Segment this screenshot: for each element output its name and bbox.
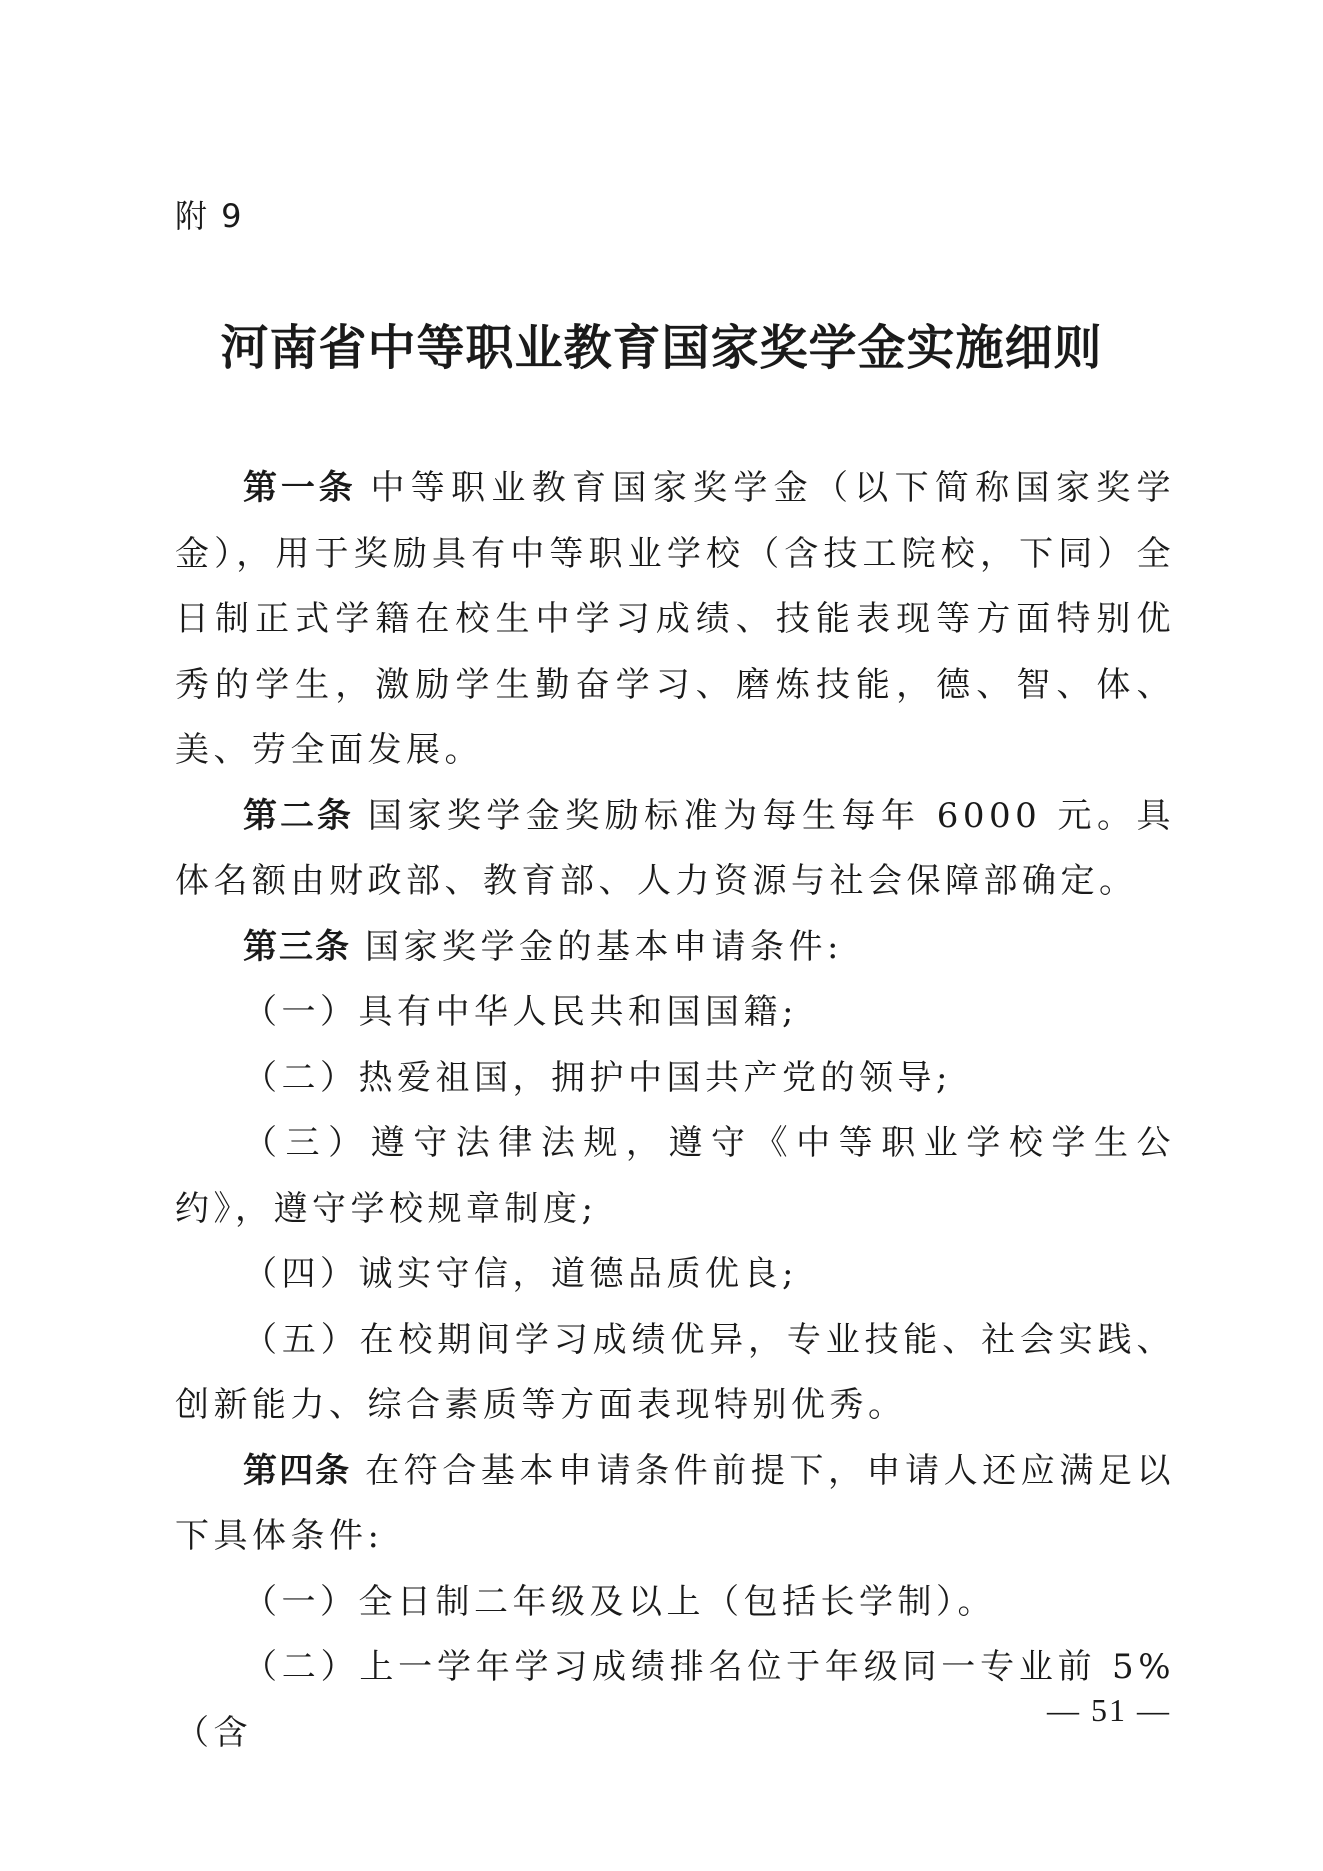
article-2-text: 国家奖学金奖励标准为每生每年 6000 元。具体名额由财政部、教育部、人力资源与社会保障部确定。 (175, 795, 1175, 901)
article-3-item: （五）在校期间学习成绩优异，专业技能、社会实践、创新能力、综合素质等方面表现特别优秀。 (175, 1319, 1175, 1425)
article-3-item: （一）具有中华人民共和国国籍; (243, 992, 798, 1032)
page-number: — 51 — (1047, 1692, 1171, 1728)
article-4-item: （一）全日制二年级及以上（包括长学制）。 (243, 1581, 996, 1622)
article-1-text: 中等职业教育国家奖学金（以下简称国家奖学金），用于奖励具有中等职业学校（含技工院校，下同）全日制正式学籍在校生中学习成绩、技能表现等方面特别优秀的学生，激励学生勤奋学习、磨炼技能，德、智、体、美、劳全面发展。 (175, 468, 1176, 770)
article-3-item: （三）遵守法律法规，遵守《中等职业学校学生公约》，遵守学校规章制度; (175, 1123, 1175, 1229)
article-3-text: 国家奖学金的基本申请条件: (365, 926, 843, 967)
article-4-heading: 第四条 (243, 1450, 352, 1491)
article-4-text: 在符合基本申请条件前提下，申请人还应满足以下具体条件: (175, 1450, 1176, 1556)
document-title: 河南省中等职业教育国家奖学金实施细则 (220, 320, 1103, 376)
article-2 (175, 784, 1175, 915)
article-2-heading: 第二条 (243, 795, 354, 836)
article-4-item: （二）上一学年学习成绩排名位于年级同一专业前 5%（含 (175, 1647, 1175, 1753)
article-1 (175, 456, 1175, 784)
article-3-heading: 第三条 (243, 926, 351, 967)
document-body (175, 456, 1175, 1766)
article-4 (175, 1439, 1175, 1570)
article-3-item: （二）热爱祖国，拥护中国共产党的领导; (243, 1057, 952, 1098)
article-3 (175, 915, 1175, 981)
annex-label: 附 9 (175, 197, 244, 235)
article-3-item: （四）诚实守信，道德品质优良; (243, 1254, 798, 1294)
article-1-heading: 第一条 (243, 468, 357, 508)
